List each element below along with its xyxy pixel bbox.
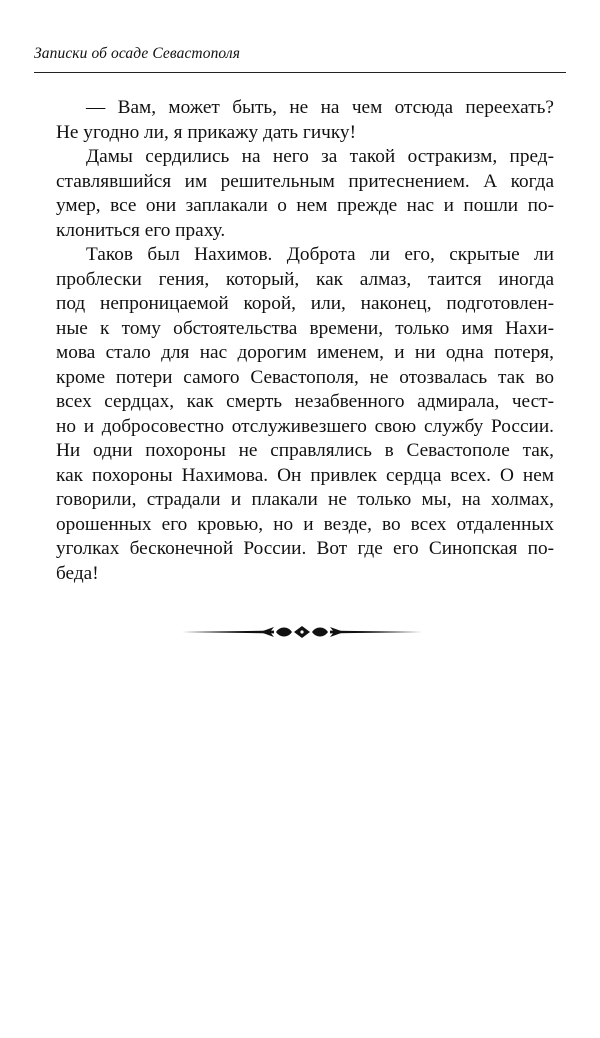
text-line: Ни одни похороны не справлялись в Севастополе так, — [56, 440, 554, 461]
ornament-divider — [182, 624, 422, 640]
text-line: но и добросовестно отслуживезшего свою службу России. — [56, 415, 554, 437]
text-line: под непроницаемой корой, или, наконец, подготовлен- — [56, 293, 554, 314]
text-line: всех сердцах, как смерть незабвенного адмирала, чест- — [56, 391, 554, 412]
text-line: Таков был Нахимов. Доброта ли его, скрытые ли — [86, 244, 554, 265]
text-line: уголках бесконечной России. Вот где его Синопская по- — [56, 538, 554, 559]
text-line: мова стало для нас дорогим именем, и ни одна потеря, — [56, 342, 554, 363]
text-line: умер, все они заплакали о нем прежде нас и пошли по- — [56, 195, 554, 216]
text-line: клониться его праху. — [56, 219, 226, 241]
text-line: беда! — [56, 562, 99, 584]
text-line: орошенных его кровью, но и везде, во всех отдаленных — [56, 513, 554, 535]
text-line: кроме потери самого Севастополя, не отозвалась так во — [56, 366, 554, 388]
text-line: проблески гения, который, как алмаз, таится иногда — [56, 268, 554, 290]
body-text — [56, 96, 554, 586]
header-rule — [34, 72, 566, 73]
text-line: — Вам, может быть, не на чем отсюда переехать? — [86, 97, 554, 118]
running-head: Записки об осаде Севастополя — [34, 45, 241, 62]
paragraph-1 — [56, 96, 554, 145]
text-line: говорили, страдали и плакали не только мы, на холмах, — [56, 489, 554, 510]
text-line: как похороны Нахимова. Он привлек сердца всех. О нем — [56, 464, 554, 486]
text-line: ставлявшийся им решительным притеснением. А когда — [56, 170, 554, 192]
paragraph-2 — [56, 145, 554, 243]
text-line: ные к тому обстоятельства времени, только имя Нахи- — [56, 317, 554, 339]
paragraph-3 — [56, 243, 554, 586]
text-line: Не угодно ли, я прикажу дать гичку! — [56, 121, 356, 143]
text-line: Дамы сердились на него за такой остракизм, пред- — [86, 146, 554, 167]
